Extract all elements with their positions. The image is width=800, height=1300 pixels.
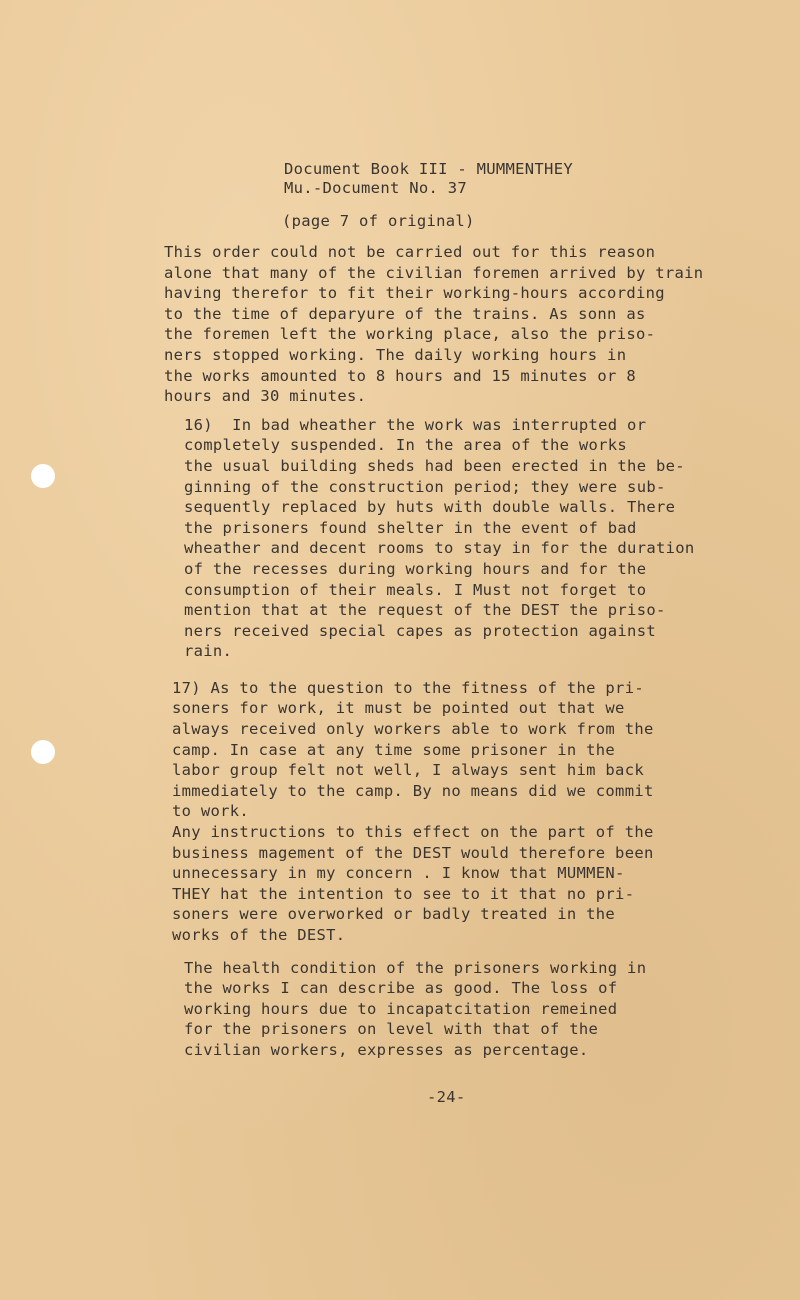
text-line: ners received special capes as protection against (184, 621, 656, 640)
paragraph (164, 242, 764, 407)
text-line: hours and 30 minutes. (164, 387, 367, 406)
text-line: to the time of deparyure of the trains. As sonn as (164, 304, 646, 323)
text-line: This order could not be carried out for this reason (164, 243, 656, 261)
text-line: always received only workers able to work from the (172, 720, 654, 739)
text-line: the works I can describe as good. The loss of (184, 979, 618, 998)
text-line: sequently replaced by huts with double walls. There (184, 498, 676, 517)
text-line: wheather and decent rooms to stay in for the duration (184, 539, 695, 558)
paragraph (184, 958, 764, 1061)
text-line: works of the DEST. (172, 926, 346, 944)
paragraph (172, 678, 764, 946)
text-line: ners stopped working. The daily working hours in (164, 345, 627, 364)
text-line: rain. (184, 642, 233, 661)
text-line: alone that many of the civilian foremen arrived by train (164, 263, 704, 282)
text-line: unnecessary in my concern . I know that MUMMEN- (172, 864, 625, 883)
text-line: 16) In bad wheather the work was interrupted or (184, 415, 647, 434)
page-number: -24- (427, 1088, 466, 1106)
text-line: to work. (172, 802, 250, 821)
text-line: soners were overworked or badly treated in the (172, 905, 616, 924)
page-reference: (page 7 of original) (282, 212, 475, 230)
text-line: The health condition of the prisoners working in (184, 958, 647, 977)
text-line: having therefor to fit their working-hours according (164, 284, 665, 303)
text-line: 17) As to the question to the fitness of the pri- (172, 678, 644, 697)
text-line: camp. In case at any time some prisoner in the (172, 740, 616, 759)
text-line: THEY hat the intention to see to it that no pri- (172, 884, 635, 903)
text-line: Any instructions to this effect on the part of the (172, 823, 654, 842)
document-body (164, 242, 764, 1061)
header-document-number: Mu.-Document No. 37 (284, 179, 468, 197)
punch-hole (31, 464, 55, 488)
header-title: Document Book III - MUMMENTHEY (284, 160, 573, 178)
text-line: the prisoners found shelter in the event of bad (184, 518, 637, 537)
text-line: mention that at the request of the DEST the priso- (184, 601, 666, 620)
text-line: of the recesses during working hours and for the (184, 559, 647, 578)
text-line: the works amounted to 8 hours and 15 minutes or 8 (164, 366, 636, 385)
paragraph (184, 415, 764, 662)
text-line: soners for work, it must be pointed out that we (172, 699, 625, 718)
text-line: consumption of their meals. I Must not forget to (184, 580, 647, 599)
text-line: labor group felt not well, I always sent him back (172, 761, 644, 780)
text-line: working hours due to incapatcitation remeined (184, 999, 618, 1018)
text-line: the usual building sheds had been erected in the be- (184, 456, 685, 475)
text-line: completely suspended. In the area of the works (184, 436, 628, 455)
document-header (284, 160, 573, 198)
text-line: immediately to the camp. By no means did we commit (172, 781, 654, 800)
text-line: ginning of the construction period; they were sub- (184, 477, 666, 496)
text-line: civilian workers, expresses as percentage. (184, 1040, 589, 1059)
punch-hole (31, 740, 55, 764)
text-line: the foremen left the working place, also the priso- (164, 325, 656, 344)
text-line: business magement of the DEST would therefore been (172, 843, 654, 862)
text-line: for the prisoners on level with that of the (184, 1020, 599, 1039)
